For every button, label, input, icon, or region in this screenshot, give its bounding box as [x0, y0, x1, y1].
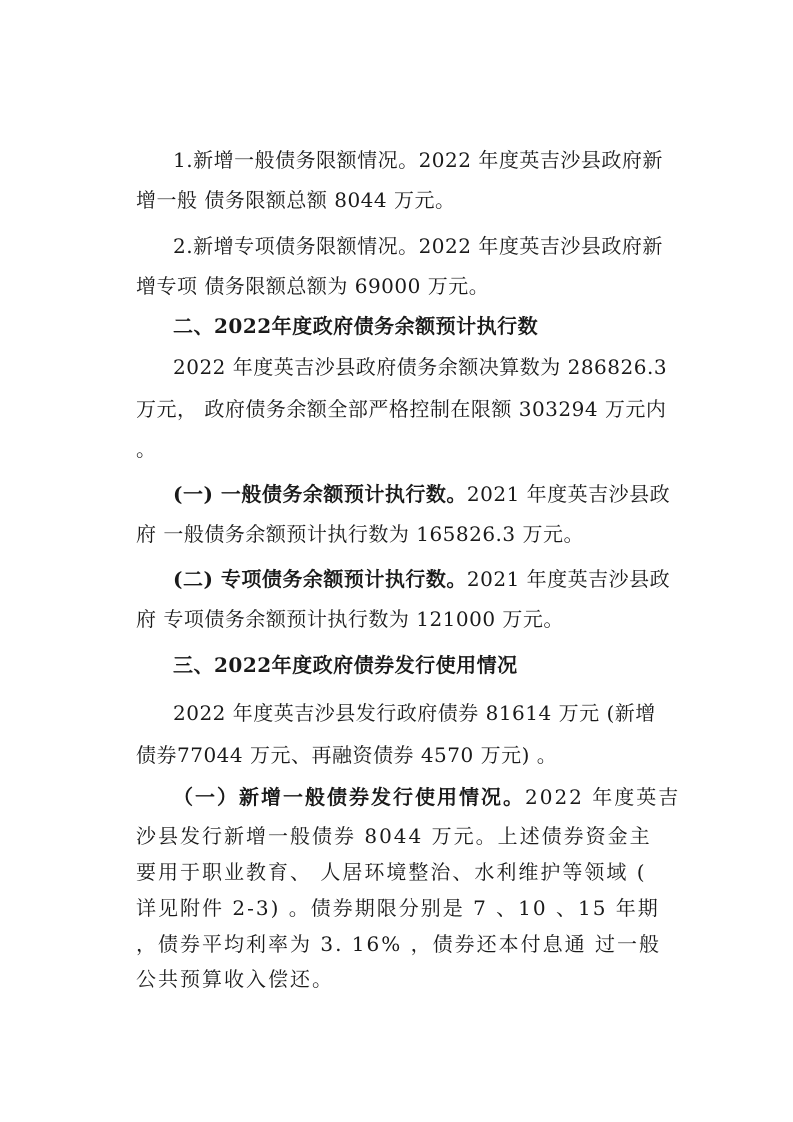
- paragraph-7-line-1-text: 2022 年度英吉: [525, 785, 681, 809]
- paragraph-6-line-1: 2022 年度英吉沙县发行政府债券 81614 万元 (新增: [173, 701, 656, 725]
- paragraph-5-line-1-text: 2021 年度英吉沙县政: [466, 567, 671, 591]
- paragraph-2-line-1: 2.新增专项债务限额情况。2022 年度英吉沙县政府新: [173, 234, 663, 258]
- paragraph-2-line-2: 增专项 债务限额总额为 69000 万元。: [136, 274, 490, 298]
- section-heading-3: 三、2022年度政府债券发行使用情况: [173, 653, 518, 677]
- paragraph-7-line-2: 沙县发行新增一般债券 8044 万元。上述债券资金主: [136, 824, 652, 848]
- paragraph-3-line-3: 。: [136, 437, 157, 461]
- paragraph-4-line-1: [173, 481, 670, 507]
- paragraph-7-line-1: [173, 784, 680, 810]
- section-heading-2: 二、2022年度政府债务余额预计执行数: [173, 314, 539, 338]
- paragraph-1-line-2: 增一般 债务限额总额 8044 万元。: [136, 188, 456, 212]
- paragraph-7-line-4: 详见附件 2-3) 。债券期限分别是 7 、10 、15 年期: [136, 896, 660, 920]
- paragraph-4-line-1-text: 2021 年度英吉沙县政: [466, 482, 671, 506]
- paragraph-3-line-1: 2022 年度英吉沙县政府债务余额决算数为 286826.3: [173, 355, 668, 379]
- paragraph-5-line-2: 府 专项债务余额预计执行数为 121000 万元。: [136, 607, 564, 631]
- paragraph-4-line-2: 府 一般债务余额预计执行数为 165826.3 万元。: [136, 522, 585, 546]
- paragraph-7-line-6: 公共预算收入偿还。: [136, 967, 334, 991]
- subheading-general-debt-balance: (一) 一般债务余额预计执行数。: [173, 482, 467, 506]
- paragraph-7-line-5: ，债券平均利率为 3. 16% ，债券还本付息通 过一般: [136, 932, 661, 956]
- paragraph-7-line-3: 要用于职业教育、 人居环境整治、水利维护等领域 (: [136, 860, 647, 884]
- paragraph-1-line-1: 1.新增一般债务限额情况。2022 年度英吉沙县政府新: [173, 148, 663, 172]
- paragraph-3-line-2: 万元， 政府债务余额全部严格控制在限额 303294 万元内: [136, 397, 667, 421]
- paragraph-5-line-1: [173, 566, 670, 592]
- subheading-special-debt-balance: (二) 专项债务余额预计执行数。: [173, 567, 467, 591]
- paragraph-6-line-2: 债券77044 万元、再融资债券 4570 万元) 。: [136, 743, 558, 767]
- subheading-new-general-bonds: （一）新增一般债券发行使用情况。: [173, 785, 525, 809]
